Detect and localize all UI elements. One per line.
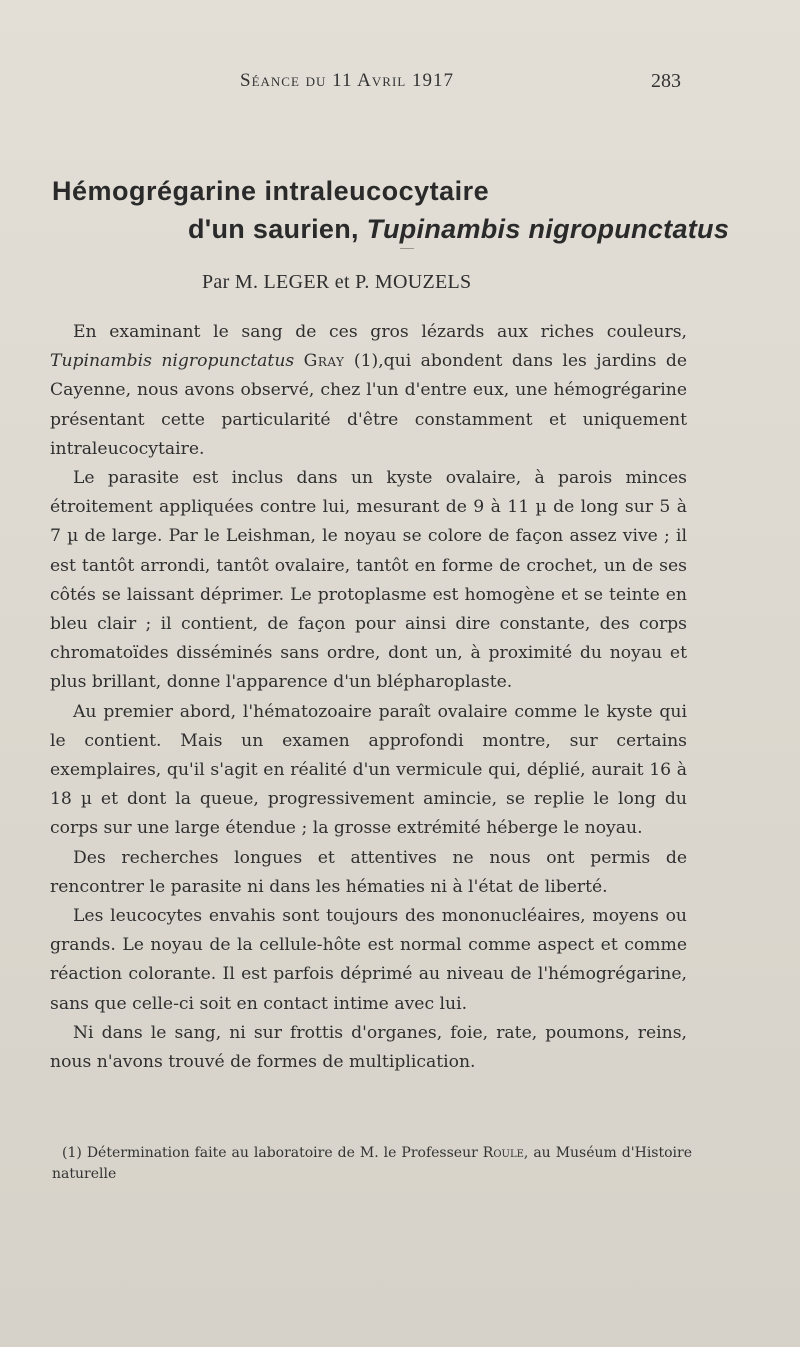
- footnote-start: (1) Détermination faite au laboratoire de M. le Professeur: [62, 1145, 483, 1161]
- footnote: [52, 1143, 692, 1185]
- title-species: Tupinambis nigropunctatus: [366, 214, 730, 244]
- p1-authority: Gray: [303, 351, 345, 372]
- paragraph-2: Le parasite est inclus dans un kyste ovalaire, à parois minces étroitement appliquées contre lui, mesurant de 9 à 11 µ de long sur 5 à 7 µ de large. Par le Leishman, le noyau se colore de façon assez vive ; il est tantôt arrondi, tantôt ovalaire, tantôt en forme de crochet, un de ses côtés se laissant déprimer. Le protoplasme est homogène et se teinte en bleu clair ; il contient, de façon pour ainsi dire constante, des corps chromatoïdes disséminés sans ordre, dont un, à proximité du noyau et plus brillant, donne l'apparence d'un blépharoplaste.: [50, 468, 687, 693]
- p1-species: Tupinambis nigropunctatus: [50, 351, 295, 372]
- paragraph-6: Ni dans le sang, ni sur frottis d'organes, foie, rate, poumons, reins, nous n'avons trouvé de formes de multiplication.: [50, 1022, 687, 1073]
- page-number: 283: [651, 70, 681, 92]
- p1-end: (1),qui abondent dans les jardins de Cayenne, nous avons observé, chez l'un d'entre eux, une hémogrégarine présentant cette particularité d'être constamment et uniquement intraleucocytaire.: [50, 351, 687, 459]
- paragraph-4: Des recherches longues et attentives ne nous ont permis de rencontrer le parasite ni dans les hématies ni à l'état de liberté.: [50, 847, 687, 897]
- title-divider: [400, 248, 414, 249]
- paragraph-3: Au premier abord, l'hématozoaire paraît ovalaire comme le kyste qui le contient. Mais un examen approfondi montre, sur certains exemplaires, qu'il s'agit en réalité d'un vermicule qui, déplié, aurait 16 à 18 µ et dont la queue, progressivement amincie, se replie le long du corps sur une large étendue ; la grosse extrémité héberge le noyau.: [50, 701, 687, 839]
- article-authors: Par M. LEGER et P. MOUZELS: [202, 271, 472, 293]
- footnote-end: , au Muséum d'Histoire naturelle: [52, 1145, 692, 1182]
- article-body: [50, 318, 687, 1077]
- running-head: [0, 70, 800, 100]
- article-title-line-2: [188, 214, 729, 245]
- footnote-name: Roule: [482, 1145, 524, 1161]
- running-head-title: Séance du 11 Avril 1917: [240, 70, 454, 91]
- paragraph-5: Les leucocytes envahis sont toujours des mononucléaires, moyens ou grands. Le noyau de la cellule-hôte est normal comme aspect et comme réaction colorante. Il est parfois déprimé au niveau de l'hémogrégarine, sans que celle-ci soit en contact intime avec lui.: [50, 906, 687, 1014]
- p1-start: En examinant le sang de ces gros lézards aux riches couleurs,: [73, 322, 687, 342]
- article-title-line-1: Hémogrégarine intraleucocytaire: [52, 176, 490, 206]
- paragraph-1: [50, 318, 687, 464]
- title-prefix: d'un saurien,: [188, 214, 367, 244]
